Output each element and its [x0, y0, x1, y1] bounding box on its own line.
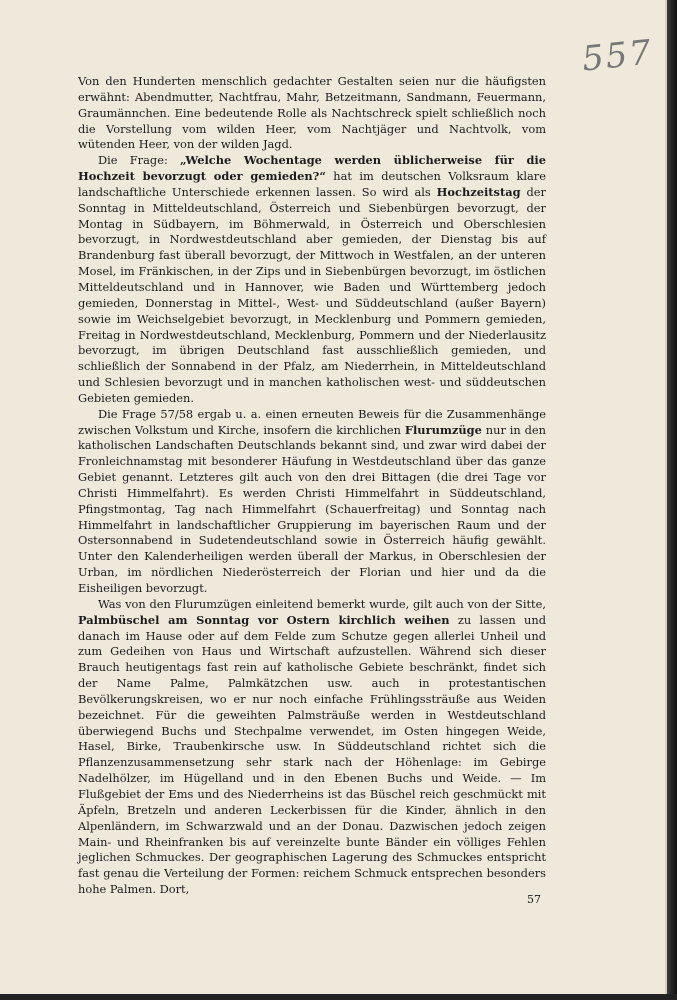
paragraph-text: Die Frage 57/58 ergab u. a. einen erneuten Beweis für die Zusammenhänge zwischen Volkstum und Kirche, insofern die kirchlichen: [78, 406, 546, 437]
handwritten-folio: 557: [580, 32, 655, 80]
page-edge-shadow: [667, 0, 677, 1000]
paragraph-text: der Sonntag in Mitteldeutschland, Österreich und Siebenbürgen bevorzugt, der Montag in Südbayern, im Böhmerwald, in Österreich und Oberschlesien bevorzugt, in Nordwestdeutschland aber gemieden, der Dienstag bis auf Brandenburg fast überall bevorzugt, der Mittwoch in Westfalen, an der unteren Mosel, im Fränkischen, in der Zips und in Siebenbürgen bevorzugt, im östlichen Mitteldeutschland und in Hannover, wie Baden und Württemberg jedoch gemieden, Donnerstag in Mittel-, West- und Süddeutschland (außer Bayern) sowie im Weichselgebiet bevorzugt, in Mecklenburg und Pommern gemieden, Freitag in Nordwestdeutschland, Mecklenburg, Pommern und der Niederlausitz bevorzugt, im übrigen Deutschland fast ausschließlich gemieden, und schließlich der Sonnabend in der Pfalz, am Niederrhein, in Mitteldeutschland und Schlesien bevorzugt und in manchen katholischen west- und süddeutschen Gebieten gemieden.: [78, 184, 546, 405]
paragraph-text: hat im deutschen Volksraum klare landschaftliche Unterschiede erkennen lassen. So wird als: [78, 169, 546, 199]
question-heading: „Welche Wochentage werden üblicherweise für die Hochzeit bevorzugt oder gemieden?“: [78, 153, 546, 184]
body-text: [78, 74, 546, 898]
paragraph-palm-bundles: [78, 597, 546, 898]
paragraph-night-figures: [78, 74, 546, 153]
page-bottom-edge: [0, 994, 677, 1000]
paragraph-text: Die Frage:: [98, 153, 181, 168]
page-number: 57: [527, 893, 541, 906]
paragraph-processions: [78, 407, 546, 597]
paragraph-wedding-days: [78, 153, 546, 407]
keyword-palmbueschel: Palmbüschel am Sonntag vor Ostern kirchlich weihen: [78, 612, 450, 627]
paragraph-text: Von den Hunderten menschlich gedachter Gestalten seien nur die häufigsten erwähnt: Abendmutter, Nachtfrau, Mahr, Betzeitmann, Sandmann, Feuermann, Graumännchen. Eine bedeutende Rolle als Nachtschreck spielt schließlich noch die Vorstellung vom wilden Heer, vom Nachtjäger und Nachtvolk, vom wütenden Heer, von der wilden Jagd.: [78, 74, 546, 152]
keyword-hochzeitstag: Hochzeitstag: [436, 184, 521, 199]
keyword-flurumzuege: Flurumzüge: [404, 422, 482, 437]
paragraph-text: Was von den Flurumzügen einleitend bemerkt wurde, gilt auch von der Sitte,: [98, 596, 546, 611]
paragraph-text: nur in den katholischen Landschaften Deutschlands bekannt sind, und zwar wird dabei der Fronleichnamstag mit besonderer Häufung in Westdeutschland über das ganze Gebiet genannt. Letzteres gilt auch von den drei Bittagen (die drei Tage vor Christi Himmelfahrt). Es werden Christi Himmelfahrt in Süddeutschland, Pfingstmontag, Tag nach Himmelfahrt (Schauerfreitag) und Sonntag nach Himmelfahrt in landschaftlicher Gruppierung im bayerischen Raum und der Ostersonnabend in Sudetendeutschland sowie in Österreich häufig gewählt. Unter den Kalenderheiligen werden überall der Markus, in Oberschlesien der Urban, im nördlichen Niederösterreich der Florian und hier und da die Eisheiligen bevorzugt.: [78, 422, 547, 595]
paragraph-text: zu lassen und danach im Hause oder auf dem Felde zum Schutze gegen allerlei Unheil und zum Gedeihen von Haus und Wirtschaft aufzustellen. Während sich dieser Brauch heutigentags fast rein auf katholische Gebiete beschränkt, findet sich der Name Palme, Palmkätzchen usw. auch in protestantischen Bevölkerungskreisen, wo er nur noch einfache Frühlingssträuße aus Weiden bezeichnet. Für die geweihten Palmsträuße werden in Westdeutschland überwiegend Buchs und Stechpalme verwendet, im Osten hingegen Weide, Hasel, Birke, Traubenkirsche usw. In Süddeutschland richtet sich die Pflanzenzusammensetzung sehr stark nach der Höhenlage: im Gebirge Nadelhölzer, im Hügelland und in den Ebenen Buchs und Weide. — Im Flußgebiet der Ems und des Niederrheins ist das Büschel reich geschmückt mit Äpfeln, Bretzeln und anderen Leckerbissen für die Kinder, ähnlich in den Alpenländern, im Schwarzwald und an der Donau. Dazwischen jedoch zeigen Main- und Rheinfranken bis auf vereinzelte bunte Bänder ein völliges Fehlen jeglichen Schmuckes. Der geographischen Lagerung des Schmuckes entspricht fast genau die Verteilung der Formen: reichem Schmuck entsprechen besonders hohe Palmen. Dort,: [78, 612, 546, 897]
